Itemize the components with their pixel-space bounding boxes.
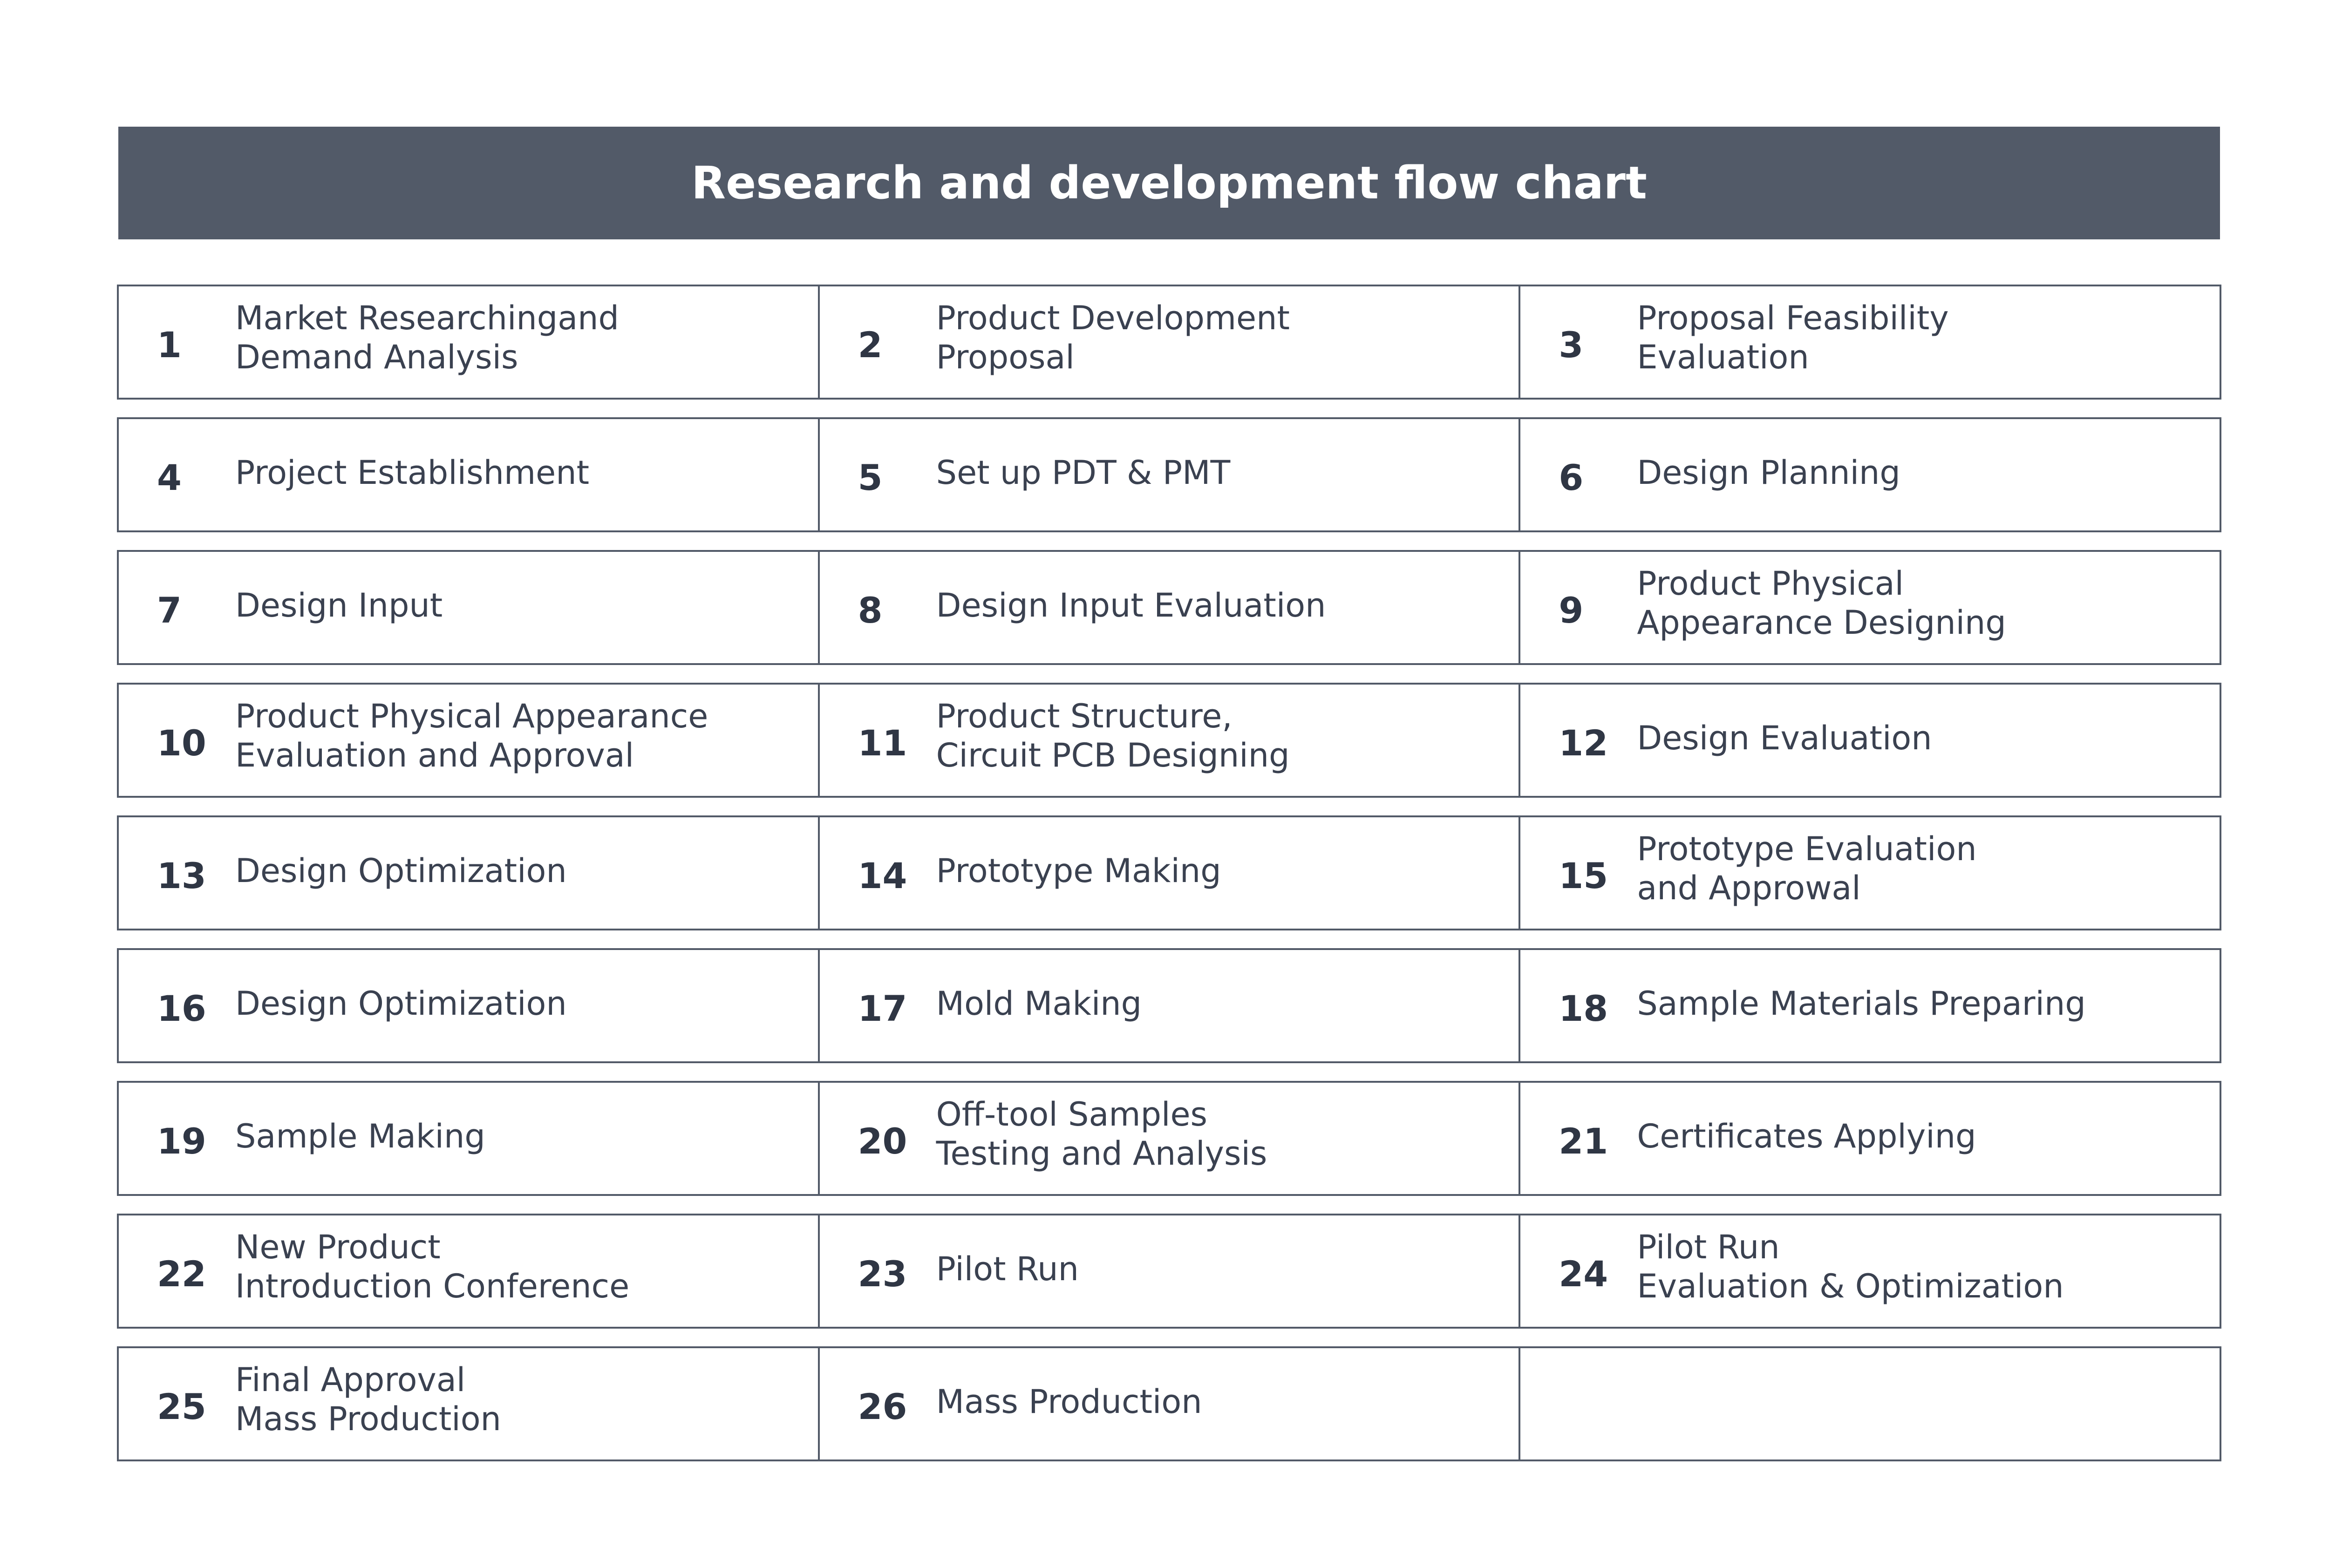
step-label: Final Approval Mass Production <box>235 1360 501 1438</box>
step-label: Product Structure, Circuit PCB Designing <box>936 697 1290 774</box>
steps-row <box>117 417 2221 532</box>
step-number: 20 <box>858 1120 907 1162</box>
steps-row <box>117 683 2221 798</box>
step-cell <box>820 817 1521 929</box>
step-cell <box>119 286 820 398</box>
step-cell <box>1520 1215 2220 1327</box>
step-cell <box>1520 950 2220 1061</box>
step-label: Product Physical Appearance Evaluation and Approval <box>235 697 708 774</box>
step-cell <box>119 950 820 1061</box>
step-cell <box>820 1348 1521 1459</box>
step-label: Certificates Applying <box>1637 1117 1976 1155</box>
step-label: Project Establishment <box>235 453 590 492</box>
step-cell <box>119 1215 820 1327</box>
step-number: 19 <box>157 1120 206 1162</box>
step-label: Mass Production <box>936 1382 1202 1421</box>
step-number: 4 <box>157 456 182 498</box>
steps-row <box>117 1081 2221 1196</box>
step-cell <box>1520 419 2220 530</box>
step-cell <box>820 685 1521 796</box>
step-number: 7 <box>157 589 182 631</box>
step-label: Product Physical Appearance Designing <box>1637 564 2006 642</box>
step-number: 15 <box>1559 855 1608 896</box>
step-number: 13 <box>157 855 206 896</box>
step-number: 26 <box>858 1385 907 1427</box>
step-cell <box>820 419 1521 530</box>
steps-row <box>117 948 2221 1063</box>
step-cell <box>820 1083 1521 1194</box>
step-cell <box>119 685 820 796</box>
step-label: Prototype Making <box>936 851 1221 890</box>
step-number: 3 <box>1559 324 1584 366</box>
step-label: Design Input <box>235 586 443 624</box>
step-cell <box>119 419 820 530</box>
step-label: Market Researchingand Demand Analysis <box>235 299 619 376</box>
step-number: 8 <box>858 589 883 631</box>
step-cell <box>1520 1083 2220 1194</box>
step-cell <box>820 950 1521 1061</box>
step-cell <box>119 552 820 663</box>
step-number: 17 <box>858 987 907 1029</box>
steps-row <box>117 1214 2221 1329</box>
step-number: 12 <box>1559 722 1608 764</box>
step-label: Proposal Feasibility Evaluation <box>1637 299 1949 376</box>
step-number: 10 <box>157 722 206 764</box>
step-number: 11 <box>858 722 907 764</box>
step-number: 23 <box>858 1253 907 1295</box>
step-cell <box>1520 552 2220 663</box>
step-cell <box>820 286 1521 398</box>
step-number: 14 <box>858 855 907 896</box>
step-number: 1 <box>157 324 182 366</box>
step-label: Design Input Evaluation <box>936 586 1326 624</box>
step-label: Sample Materials Preparing <box>1637 984 2086 1023</box>
steps-row <box>117 550 2221 665</box>
step-number: 16 <box>157 987 206 1029</box>
step-number: 24 <box>1559 1253 1608 1295</box>
step-label: Set up PDT & PMT <box>936 453 1231 492</box>
step-number: 6 <box>1559 456 1584 498</box>
step-cell <box>1520 286 2220 398</box>
step-cell <box>119 1348 820 1459</box>
step-number: 18 <box>1559 987 1608 1029</box>
step-label: Design Evaluation <box>1637 719 1932 757</box>
step-cell <box>820 552 1521 663</box>
step-number: 21 <box>1559 1120 1608 1162</box>
step-number: 25 <box>157 1385 206 1427</box>
title-bar <box>118 127 2220 239</box>
step-cell <box>1520 685 2220 796</box>
step-number: 9 <box>1559 589 1584 631</box>
step-label: Pilot Run <box>936 1249 1079 1288</box>
step-label: New Product Introduction Conference <box>235 1228 630 1305</box>
step-label: Pilot Run Evaluation & Optimization <box>1637 1228 2064 1305</box>
empty-cell <box>1520 1348 2220 1459</box>
step-cell <box>119 817 820 929</box>
steps-row <box>117 1346 2221 1461</box>
step-label: Product Development Proposal <box>936 299 1290 376</box>
step-cell <box>119 1083 820 1194</box>
steps-row <box>117 285 2221 400</box>
step-label: Design Planning <box>1637 453 1900 492</box>
step-label: Mold Making <box>936 984 1142 1023</box>
step-label: Sample Making <box>235 1117 485 1155</box>
steps-grid <box>117 285 2221 1479</box>
step-cell <box>1520 817 2220 929</box>
step-number: 22 <box>157 1253 206 1295</box>
steps-row <box>117 815 2221 930</box>
step-number: 5 <box>858 456 883 498</box>
step-label: Prototype Evaluation and Approwal <box>1637 829 1977 907</box>
chart-title: Research and development flow chart <box>691 157 1647 209</box>
step-label: Design Optimization <box>235 984 567 1023</box>
step-cell <box>820 1215 1521 1327</box>
step-number: 2 <box>858 324 883 366</box>
step-label: Design Optimization <box>235 851 567 890</box>
step-label: Off-tool Samples Testing and Analysis <box>936 1095 1267 1173</box>
